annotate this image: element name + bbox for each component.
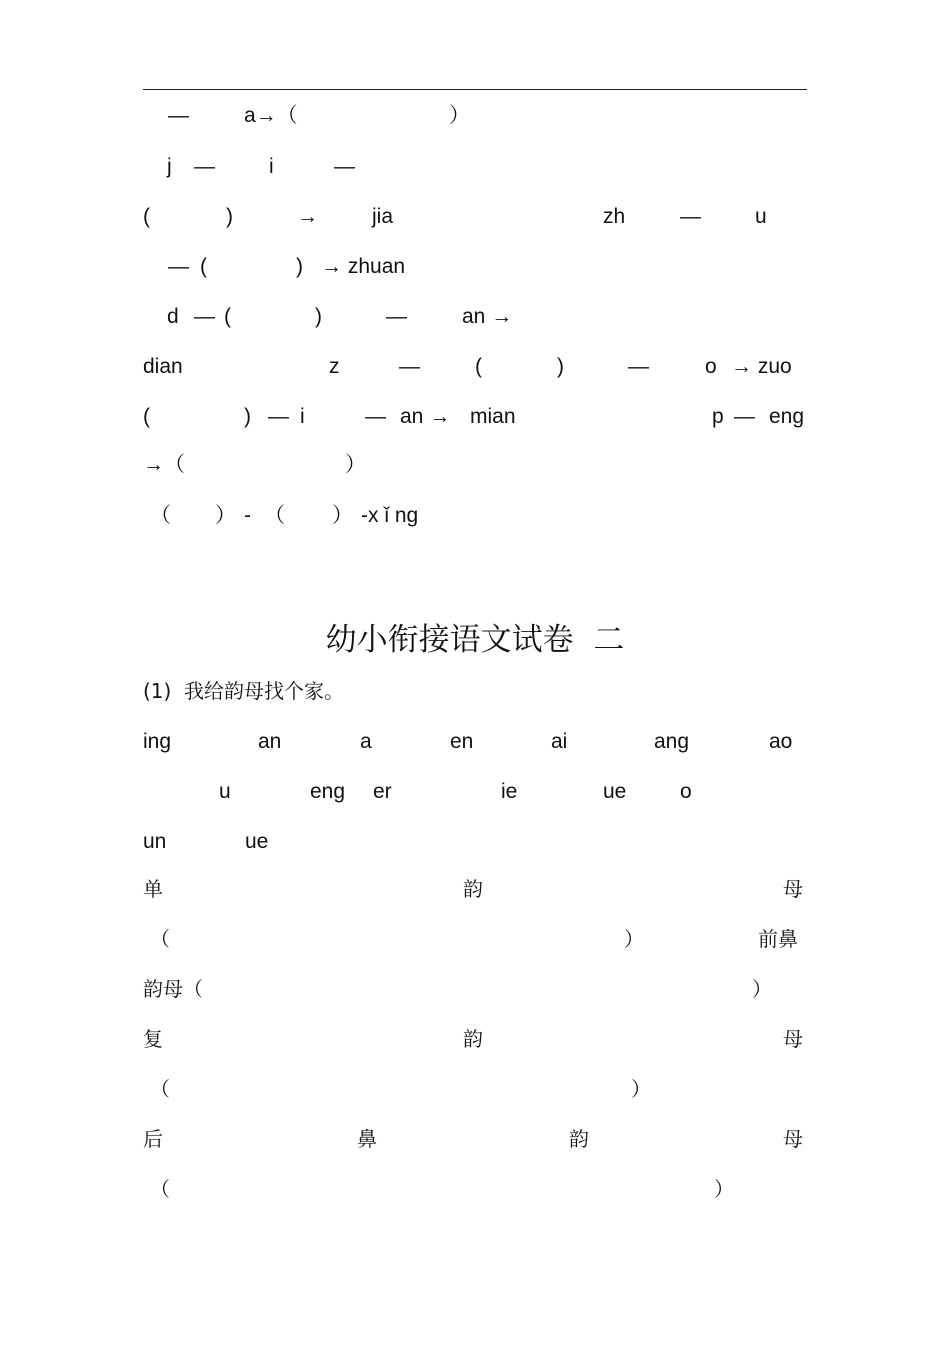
dash: — [399,355,420,378]
open-paren: ( [143,205,150,228]
answer-close-paren: ） [714,1177,734,1201]
medial-i: i [269,155,274,178]
label-char: 后 [143,1127,163,1151]
final-item: ie [501,780,518,803]
label-char: 复 [143,1027,163,1051]
dash: — [194,305,215,328]
hyphen: - [244,504,251,527]
syllable-xing: -x ǐ ng [361,504,419,527]
open-paren: ( [475,355,482,378]
dash: — [194,155,215,178]
final-item: un [143,830,167,853]
final-item: u [219,780,231,803]
final-item: an [258,730,282,753]
dash: — [628,355,649,378]
final-eng: eng [769,405,805,428]
dash: — [168,104,189,127]
final-item: o [680,780,692,803]
syllable-jia: jia [372,205,394,228]
dash: — [268,405,289,428]
final-an-arrow: an → [462,305,513,328]
close-paren: ) [557,355,564,378]
answer-close-paren: ） [631,1077,651,1101]
dash: — [334,155,355,178]
label-char: 韵 [463,877,483,901]
dash: — [386,305,407,328]
answer-open-paren: （ [150,1077,170,1101]
label-char: 韵 [463,1027,483,1051]
final-item: ue [603,780,627,803]
final-item: en [450,730,474,753]
arrow: → [297,205,318,228]
open-paren: （ [150,504,171,527]
answer-close-paren: ） [624,927,644,951]
dash: — [365,405,386,428]
syllable-mian: mian [470,405,516,428]
label-front-nasal-cont: 韵母（ [143,977,203,1001]
label-front-nasal: 前鼻 [758,927,798,951]
close-paren: ) [315,305,322,328]
test-title: 幼小衔接语文试卷 二 [325,622,625,658]
medial-i: i [300,405,305,428]
final-item: ing [143,730,172,753]
initial-p: p [712,405,724,428]
final-o: o [705,355,717,378]
label-char: 单 [143,877,163,901]
close-paren: ） [332,504,353,527]
answer-open-paren: （ [150,1177,170,1201]
syllable-zhuan: → zhuan [321,255,406,278]
close-paren: ） [449,104,470,127]
final-item: ai [551,730,568,753]
final-item: er [373,780,392,803]
final-an-arrow: an → [400,405,451,428]
syllable-a-arrow: a→（ [244,104,298,127]
label-char: 韵 [569,1127,589,1151]
open-paren: （ [264,504,285,527]
section-instruction: (1) 我给韵母找个家。 [143,679,345,703]
final-item: eng [310,780,346,803]
close-paren: ） [345,453,366,476]
open-paren: ( [224,305,231,328]
arrow-open-paren: →（ [143,453,185,476]
close-paren: ） [215,504,236,527]
open-paren: ( [143,405,150,428]
header-rule [143,89,807,90]
initial-j: j [167,155,172,178]
open-paren: ( [200,255,207,278]
final-item: ao [769,730,793,753]
medial-u: u [755,205,767,228]
final-item: a [360,730,372,753]
dash: — [734,405,755,428]
final-item: ue [245,830,269,853]
dash: — [168,255,189,278]
close-paren: ) [244,405,251,428]
syllable-dian: dian [143,355,183,378]
initial-z: z [329,355,340,378]
label-char: 母 [783,1127,803,1151]
initial-zh: zh [603,205,626,228]
label-char: 鼻 [357,1127,377,1151]
initial-d: d [167,305,179,328]
close-paren: ) [296,255,303,278]
close-paren: ) [226,205,233,228]
label-char: 母 [783,877,803,901]
answer-open-paren: （ [150,927,170,951]
final-item: ang [654,730,690,753]
syllable-zuo: → zuo [731,355,792,378]
label-char: 母 [783,1027,803,1051]
dash: — [680,205,701,228]
answer-close-paren: ） [752,977,772,1001]
